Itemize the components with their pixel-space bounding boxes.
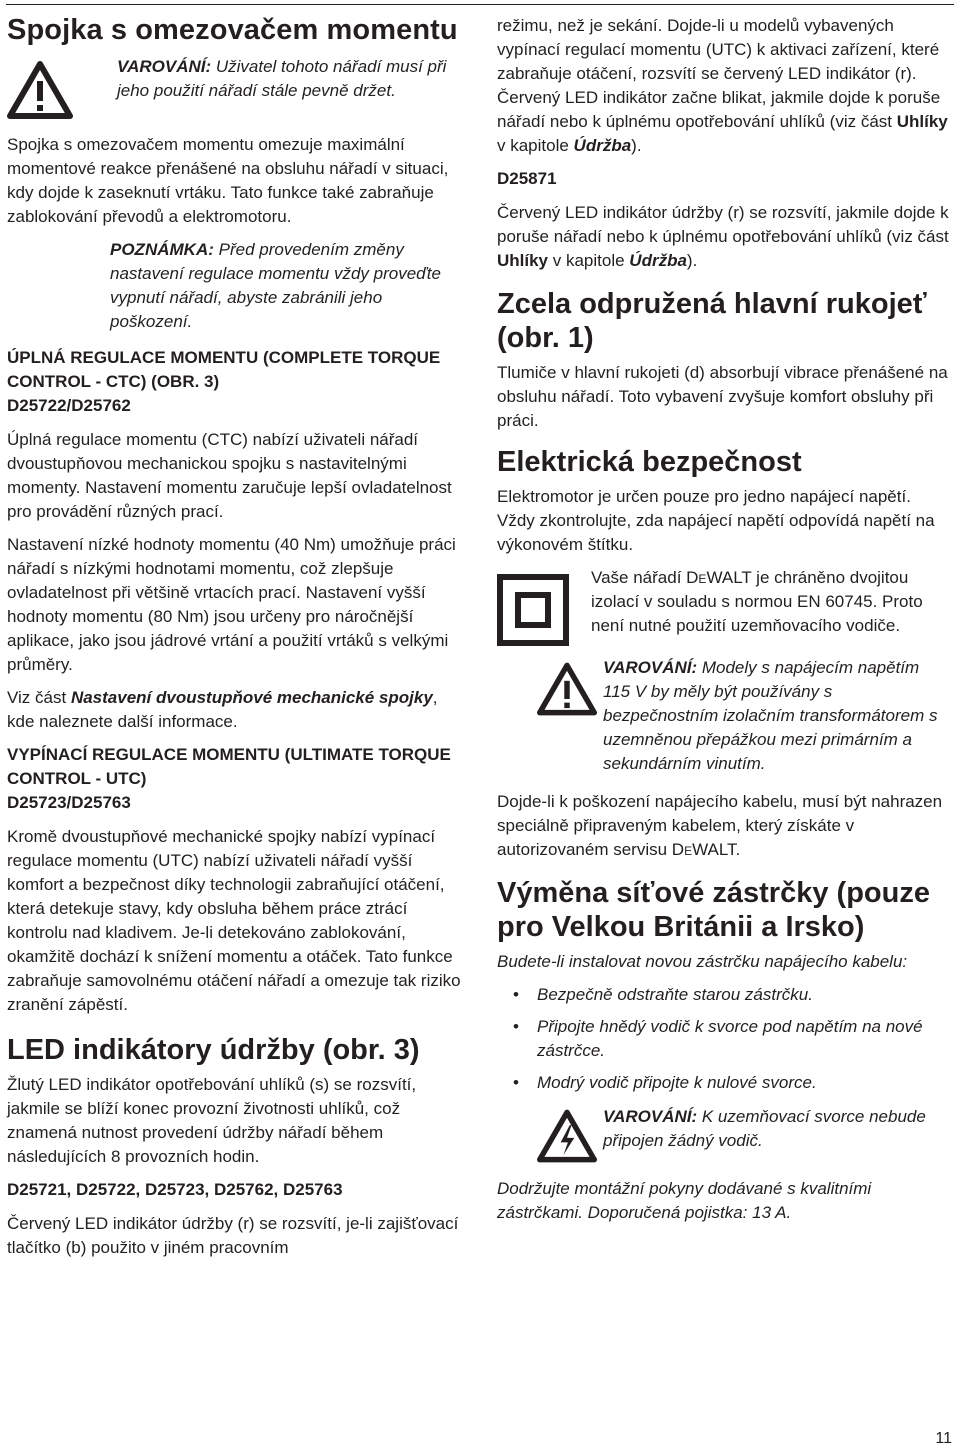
warning-text	[117, 55, 469, 103]
paragraph-spojka: Spojka s omezovačem momentu omezuje maximální momentové reakce přenášené na obsluhu nářadí v situaci, kdy dojde k zaseknutí vrtáku. Tato funkce také zabraňuje zablokování převodů a elektromotoru.	[7, 135, 449, 226]
note-torque	[7, 238, 469, 334]
heading-led: LED indikátory údržby (obr. 3)	[7, 1034, 420, 1066]
paragraph-electric-safety: Elektromotor je určen pouze pro jedno napájecí napětí. Vždy zkontrolujte, zda napájecí napětí odpovídá napětí na výkonovém štítku.	[497, 487, 935, 554]
warning-earth	[497, 1105, 949, 1163]
subheading-utc	[7, 743, 469, 815]
d25871-body: Červený LED indikátor údržby (r) se rozsvítí, jakmile dojde k poruše nářadí nebo k úplnému opotřebování uhlíků (viz část	[497, 203, 949, 246]
right-column	[497, 14, 949, 1234]
ref-udrzba: Údržba	[573, 136, 632, 155]
list-item: • Modrý vodič připojte k nulové svorce.	[497, 1071, 949, 1095]
paragraph-led-models: Červený LED indikátor údržby (r) se rozsvítí, je-li zajišťovací tlačítko (b) použito v jiném pracovním	[7, 1214, 459, 1257]
paragraph-ctc-2: Nastavení nízké hodnoty momentu (40 Nm) umožňuje práci nářadí s nízkými hodnotami momentu, což zlepšuje ovladatelnost při většině vrtacích prací. Nastavení vyšší hodnoty momentu (80 Nm) jsou určeny pro náročnější aplikace, jako jsou jádrové vrtání a použití vrtáků s velkými průměry.	[7, 535, 456, 674]
double-insulation	[497, 566, 949, 646]
subheading-d25871: D25871	[497, 169, 557, 188]
cable-text-2: WALT.	[692, 840, 741, 859]
plug-steps	[497, 983, 949, 1095]
ref-uhliky: Uhlíky	[896, 112, 948, 131]
electric-hazard-icon	[497, 1105, 603, 1163]
warning-triangle-icon	[7, 55, 117, 119]
warning-body: Uživatel tohoto nářadí musí při jeho použití nářadí stále pevně držet.	[117, 57, 447, 100]
subheading-ctc-title: ÚPLNÁ REGULACE MOMENTU (COMPLETE TORQUE CONTROL - CTC) (OBR. 3)	[7, 348, 441, 391]
dbl-text-2: WALT je chráněno dvojitou izolací v souladu s normou EN 60745. Proto není nutné použití uzemňovacího vodiče.	[591, 568, 923, 635]
warning-body: Modely s napájecím napětím 115 V by měly být používány s bezpečnostním izolačním transformátorem s uzemněnou přepážkou mezi primárním a sekundárním vinutím.	[603, 658, 938, 773]
ref-udrzba-2: Údržba	[629, 251, 687, 270]
warning-transformer	[497, 656, 949, 776]
d25871-mid: v kapitole	[548, 251, 630, 270]
continued-end: ).	[631, 136, 642, 155]
ref-pre: Viz část	[7, 688, 71, 707]
ref-uhliky-2: Uhlíky	[497, 251, 549, 270]
subheading-ctc	[7, 346, 469, 418]
paragraph-continued	[497, 14, 949, 158]
paragraph-handle: Tlumiče v hlavní rukojeti (d) absorbují vibrace přenášené na obsluhu nářadí. Toto vybavení zvyšuje komfort obsluhy při práci.	[497, 363, 948, 430]
page-number: 11	[935, 1430, 952, 1447]
continued-mid: v kapitole	[497, 136, 574, 155]
paragraph-ctc-3	[7, 686, 469, 734]
subheading-utc-models: D25723/D25763	[7, 793, 131, 812]
heading-handle: Zcela odpružená hlavní rukojeť (obr. 1)	[497, 288, 927, 354]
dbl-text-sc: e	[698, 568, 707, 587]
cable-text-sc: e	[684, 840, 693, 859]
subheading-led-models: D25721, D25722, D25723, D25762, D25763	[7, 1180, 343, 1199]
paragraph-utc: Kromě dvoustupňové mechanické spojky nabízí vypínací regulace momentu (UTC) nabízí uživateli nářadí vyšší komfort a bezpečnost díky technologii zabraňující otáčení, která detekuje stavy, kdy obsluha během práce ztrácí kontrolu nad kladivem. Je-li detekováno zablokování, okamžitě dochází k snížení momentu a otáček. Tato funkce zabraňuje samovolnému otáčení nářadí a omezuje tak riziko zranění zápěstí.	[7, 827, 461, 1014]
heading-spojka: Spojka s omezovačem momentu	[7, 14, 458, 46]
cable-text-1: Dojde-li k poškození napájecího kabelu, musí být nahrazen speciálně připraveným kabelem, který získáte v autorizovaném servisu D	[497, 792, 943, 859]
left-column	[7, 14, 469, 1269]
subheading-utc-title: VYPÍNACÍ REGULACE MOMENTU (ULTIMATE TORQUE CONTROL - UTC)	[7, 745, 451, 788]
heading-plug: Výměna síťové zástrčky (pouze pro Velkou Británii a Irsko)	[497, 877, 930, 943]
warning-label: VAROVÁNÍ:	[117, 57, 212, 76]
paragraph-d25871	[497, 201, 949, 273]
warning-label: VAROVÁNÍ:	[603, 658, 698, 677]
warning-operator	[7, 55, 469, 119]
ref-clutch-settings: Nastavení dvoustupňové mechanické spojky	[70, 688, 433, 707]
double-insulation-text	[591, 566, 949, 638]
dbl-text-1: Vaše nářadí D	[591, 568, 699, 587]
subheading-ctc-models: D25722/D25762	[7, 396, 131, 415]
warning-transformer-text	[603, 656, 949, 776]
paragraph-ctc-1: Úplná regulace momentu (CTC) nabízí uživateli nářadí dvoustupňovou mechanickou spojku s nastavitelnými momenty. Nastavení momentu zaručuje lepší ovladatelnost pro provádění různých prací.	[7, 430, 452, 521]
warning-earth-text	[603, 1105, 949, 1153]
paragraph-fuse: Dodržujte montážní pokyny dodávané s kvalitními zástrčkami. Doporučená pojistka: 13 A.	[497, 1179, 872, 1222]
warning-triangle-icon	[497, 656, 603, 716]
note-body: Před provedením změny nastavení regulace momentu vždy proveďte vypnutí nářadí, abyste zabránili jeho poškození.	[110, 240, 441, 331]
paragraph-led: Žlutý LED indikátor opotřebování uhlíků (s) se rozsvítí, jakmile se blíží konec provozní životnosti uhlíků, což znamená nutnost provedení údržby nářadí během následujících 8 provozních hodin.	[7, 1075, 417, 1166]
warning-label: VAROVÁNÍ:	[603, 1107, 698, 1126]
paragraph-cable	[497, 790, 949, 862]
heading-electric-safety: Elektrická bezpečnost	[497, 446, 802, 478]
list-item: • Připojte hnědý vodič k svorce pod napětím na nové zástrčce.	[497, 1015, 949, 1063]
d25871-end: ).	[686, 251, 698, 270]
top-rule	[6, 4, 954, 5]
note-label: POZNÁMKA:	[110, 240, 214, 259]
ref-post: , kde naleznete další informace.	[7, 688, 438, 731]
double-insulation-icon	[497, 566, 591, 646]
paragraph-plug-intro: Budete-li instalovat novou zástrčku napájecího kabelu:	[497, 952, 908, 971]
list-item: • Bezpečně odstraňte starou zástrčku.	[497, 983, 949, 1007]
warning-body: K uzemňovací svorce nebude připojen žádný vodič.	[603, 1107, 926, 1150]
continued-body: režimu, než je sekání. Dojde-li u modelů vybavených vypínací regulací momentu (UTC) k aktivaci zařízení, které zabraňuje otáčení, rozsvítí se červený LED indikátor (r). Červený LED indikátor začne blikat, jakmile dojde k poruše nářadí nebo k úplnému opotřebování uhlíků (viz část	[497, 16, 941, 131]
